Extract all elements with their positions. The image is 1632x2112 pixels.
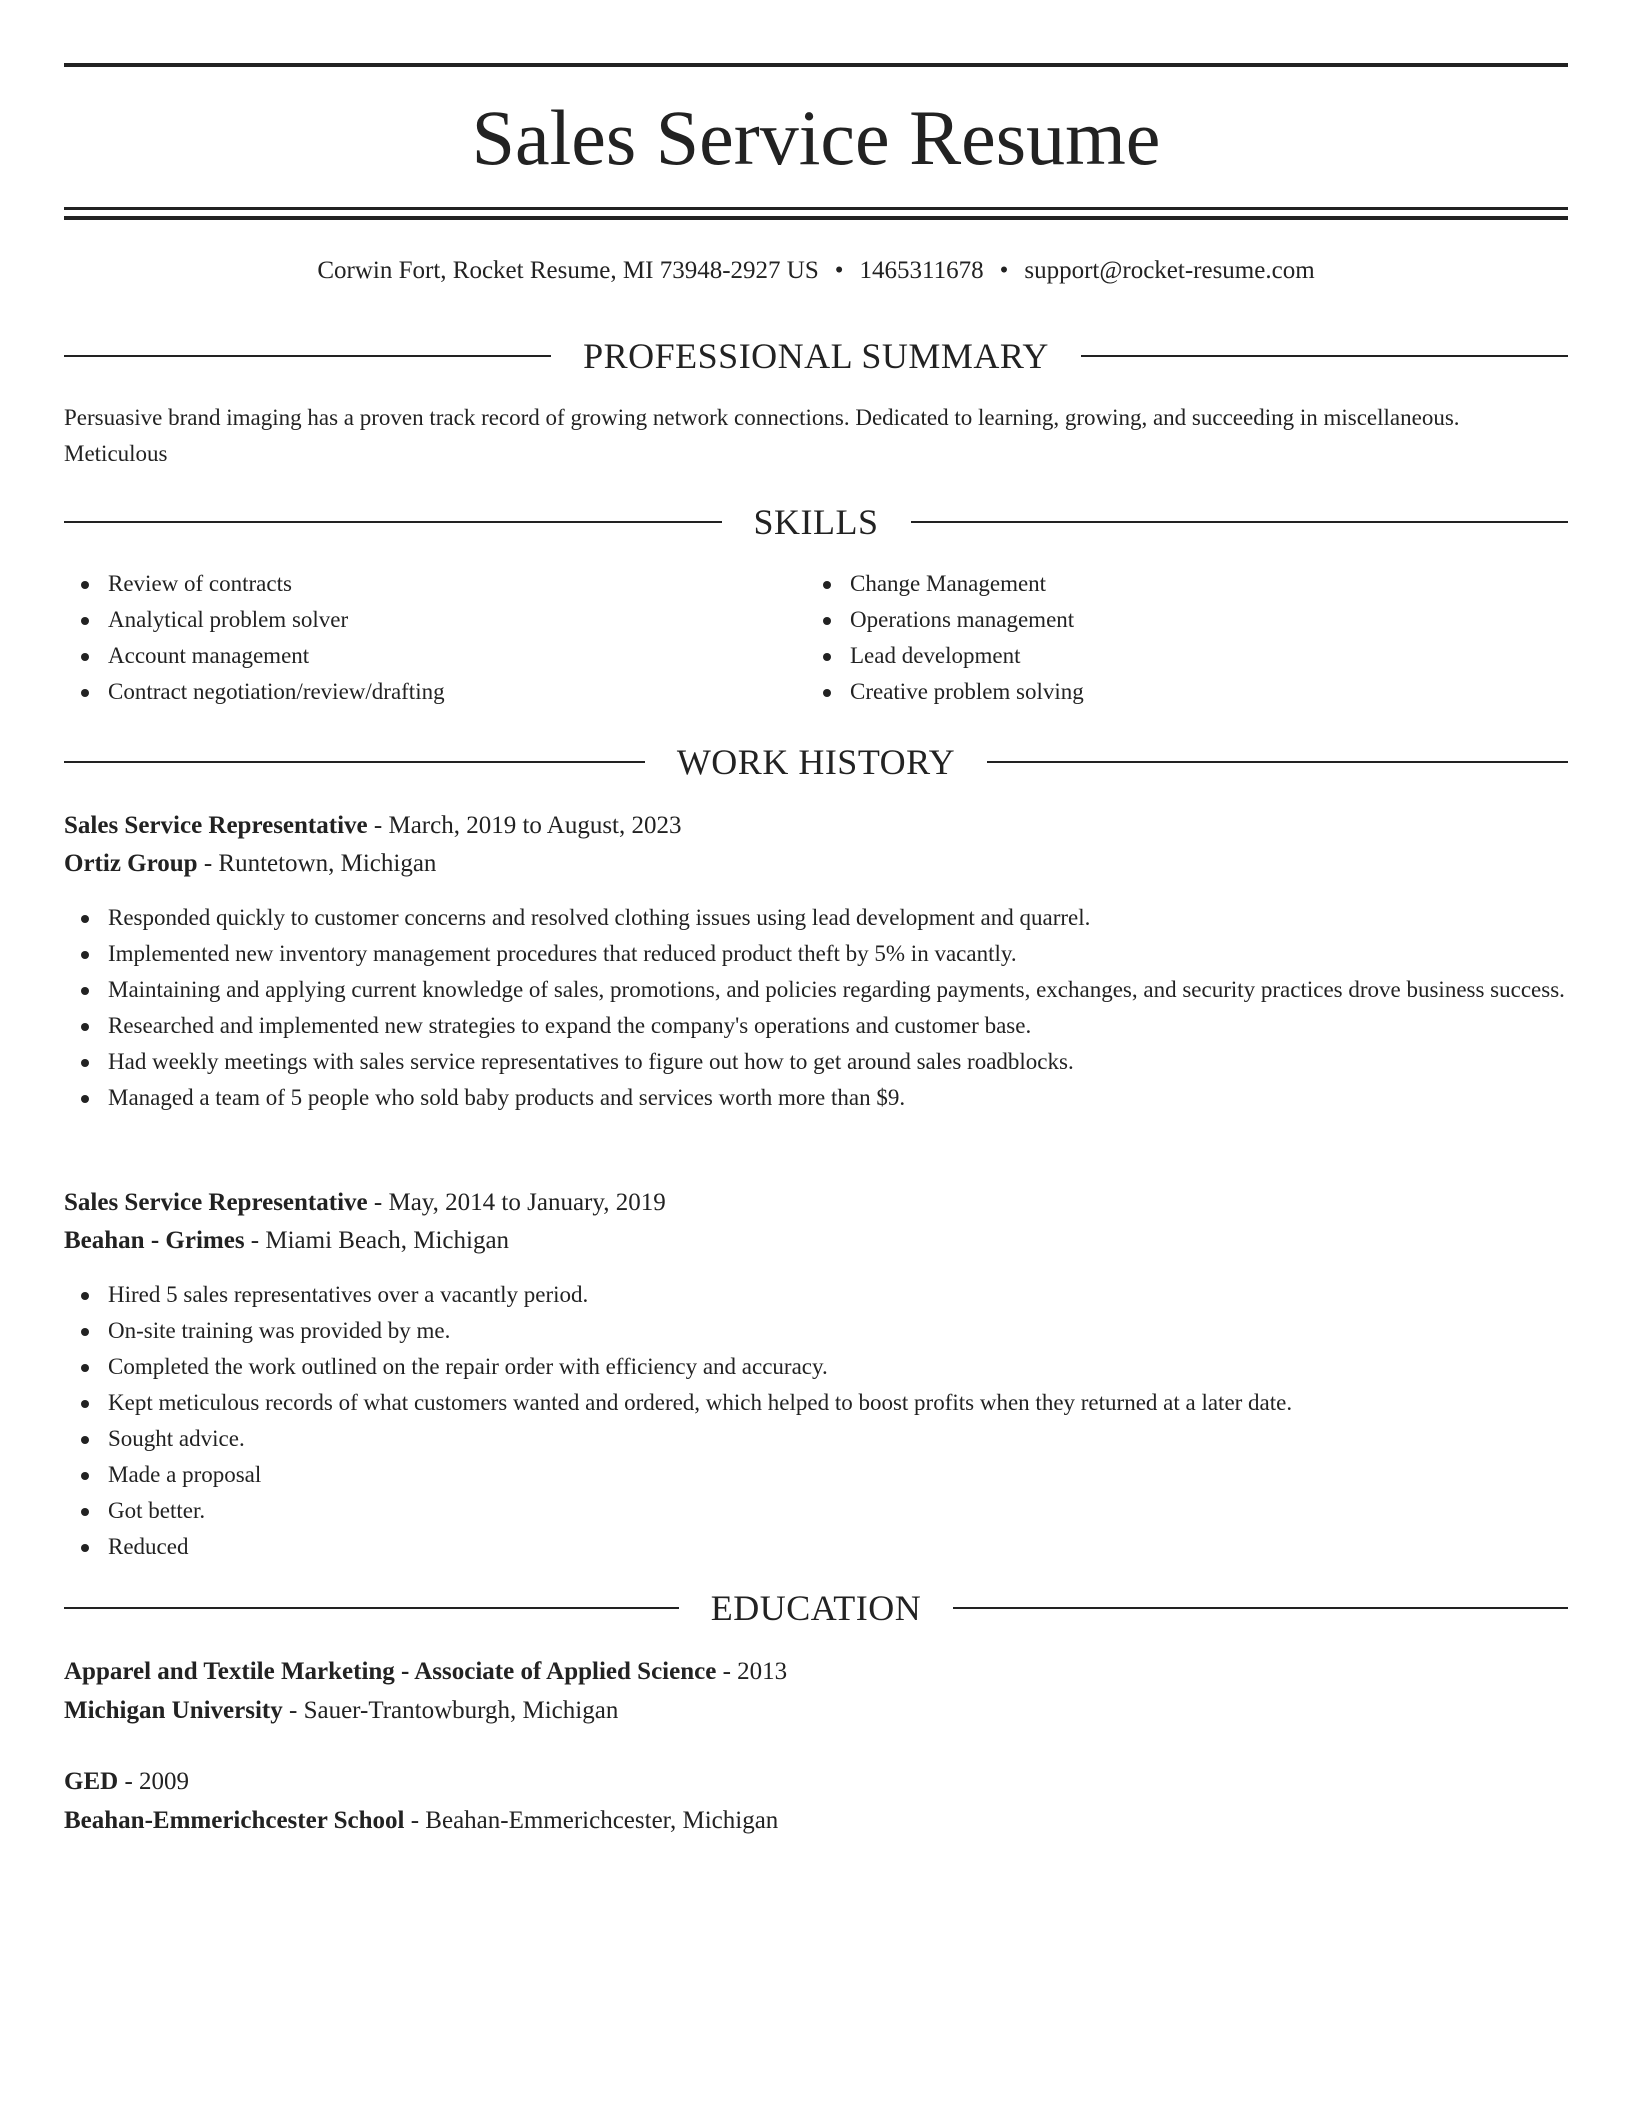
job-duties-list xyxy=(64,1277,1568,1565)
top-rule xyxy=(64,63,1568,67)
job-duty: Completed the work outlined on the repair order with efficiency and accuracy. xyxy=(64,1349,1568,1385)
job-duty: Made a proposal xyxy=(64,1457,1568,1493)
education-location: - Sauer-Trantowburgh, Michigan xyxy=(282,1697,619,1724)
skills-column-right xyxy=(806,566,1548,710)
summary-text: Persuasive brand imaging has a proven track record of growing network connections. Dedicated to learning, growing, and succeeding in miscellaneous. Meticulous xyxy=(64,405,1460,466)
education-school-line xyxy=(64,1802,1568,1840)
job-duty: Reduced xyxy=(64,1529,1568,1565)
contact-email: support@rocket-resume.com xyxy=(1024,257,1315,284)
job-duty: Maintaining and applying current knowledge of sales, promotions, and policies regarding payments, exchanges, and security practices drove business success. xyxy=(64,972,1568,1008)
heading-rule xyxy=(987,761,1568,763)
job-dates: - May, 2014 to January, 2019 xyxy=(367,1189,666,1216)
job-duty: On-site training was provided by me. xyxy=(64,1313,1568,1349)
education-year: - 2013 xyxy=(716,1658,788,1685)
job-duty: Had weekly meetings with sales service representatives to figure out how to get around sales roadblocks. xyxy=(64,1044,1568,1080)
section-title: SKILLS xyxy=(753,502,879,542)
job-company-line xyxy=(64,1222,1568,1260)
education-school: Beahan-Emmerichcester School xyxy=(64,1807,405,1834)
heading-rule xyxy=(1081,355,1568,357)
skill-item: Operations management xyxy=(806,602,1548,638)
contact-separator: • xyxy=(999,257,1009,284)
job-duty: Kept meticulous records of what customers wanted and ordered, which helped to boost profits when they returned at a later date. xyxy=(64,1385,1568,1421)
job-duty: Researched and implemented new strategies to expand the company's operations and customer base. xyxy=(64,1008,1568,1044)
job-duty: Hired 5 sales representatives over a vacantly period. xyxy=(64,1277,1568,1313)
skill-item: Creative problem solving xyxy=(806,674,1548,710)
section-title: WORK HISTORY xyxy=(676,742,956,782)
job-title: Sales Service Representative xyxy=(64,812,368,839)
skill-item: Account management xyxy=(64,638,806,674)
job-duty: Responded quickly to customer concerns and resolved clothing issues using lead development and quarrel. xyxy=(64,900,1568,936)
heading-rule xyxy=(911,521,1569,523)
section-heading-work-history xyxy=(64,742,1568,782)
education-year: - 2009 xyxy=(118,1768,190,1795)
job-location: - Runtetown, Michigan xyxy=(197,850,437,877)
education-school: Michigan University xyxy=(64,1697,283,1724)
education-school-line xyxy=(64,1692,1568,1730)
section-heading-skills xyxy=(64,502,1568,542)
education-degree-line xyxy=(64,1763,1568,1801)
skill-item: Review of contracts xyxy=(64,566,806,602)
heading-rule xyxy=(953,1607,1568,1609)
job-duties-list xyxy=(64,900,1568,1116)
job-company-line xyxy=(64,845,1568,883)
job-duty: Implemented new inventory management procedures that reduced product theft by 5% in vacantly. xyxy=(64,936,1568,972)
education-degree-line xyxy=(64,1653,1568,1691)
contact-line xyxy=(64,254,1568,288)
job-duty: Managed a team of 5 people who sold baby products and services worth more than $9. xyxy=(64,1080,1568,1116)
job-title-line xyxy=(64,807,1568,845)
education-degree: GED xyxy=(64,1768,119,1795)
section-heading-education xyxy=(64,1588,1568,1628)
job-dates: - March, 2019 to August, 2023 xyxy=(367,812,682,839)
job-company: Beahan - Grimes xyxy=(64,1227,245,1254)
skills-list xyxy=(64,566,1568,710)
section-title: PROFESSIONAL SUMMARY xyxy=(583,336,1049,376)
job-title: Sales Service Representative xyxy=(64,1189,368,1216)
job-duty: Got better. xyxy=(64,1493,1568,1529)
heading-rule xyxy=(64,761,645,763)
skill-item: Analytical problem solver xyxy=(64,602,806,638)
job-duty: Sought advice. xyxy=(64,1421,1568,1457)
education-degree: Apparel and Textile Marketing - Associate of Applied Science xyxy=(64,1658,717,1685)
skill-item: Contract negotiation/review/drafting xyxy=(64,674,806,710)
job-company: Ortiz Group xyxy=(64,850,198,877)
section-heading-summary xyxy=(64,336,1568,376)
skills-column-left xyxy=(64,566,806,710)
contact-phone: 1465311678 xyxy=(859,257,984,284)
education-location: - Beahan-Emmerichcester, Michigan xyxy=(404,1807,779,1834)
heading-rule xyxy=(64,355,551,357)
skill-item: Change Management xyxy=(806,566,1548,602)
job-location: - Miami Beach, Michigan xyxy=(244,1227,510,1254)
job-title-line xyxy=(64,1184,1568,1222)
title-double-rule xyxy=(64,207,1568,220)
heading-rule xyxy=(64,1607,679,1609)
section-title: EDUCATION xyxy=(710,1588,922,1628)
contact-separator: • xyxy=(834,257,844,284)
page-title: Sales Service Resume xyxy=(471,94,1161,181)
heading-rule xyxy=(64,521,722,523)
contact-address: Corwin Fort, Rocket Resume, MI 73948-2927 US xyxy=(317,257,819,284)
skill-item: Lead development xyxy=(806,638,1548,674)
